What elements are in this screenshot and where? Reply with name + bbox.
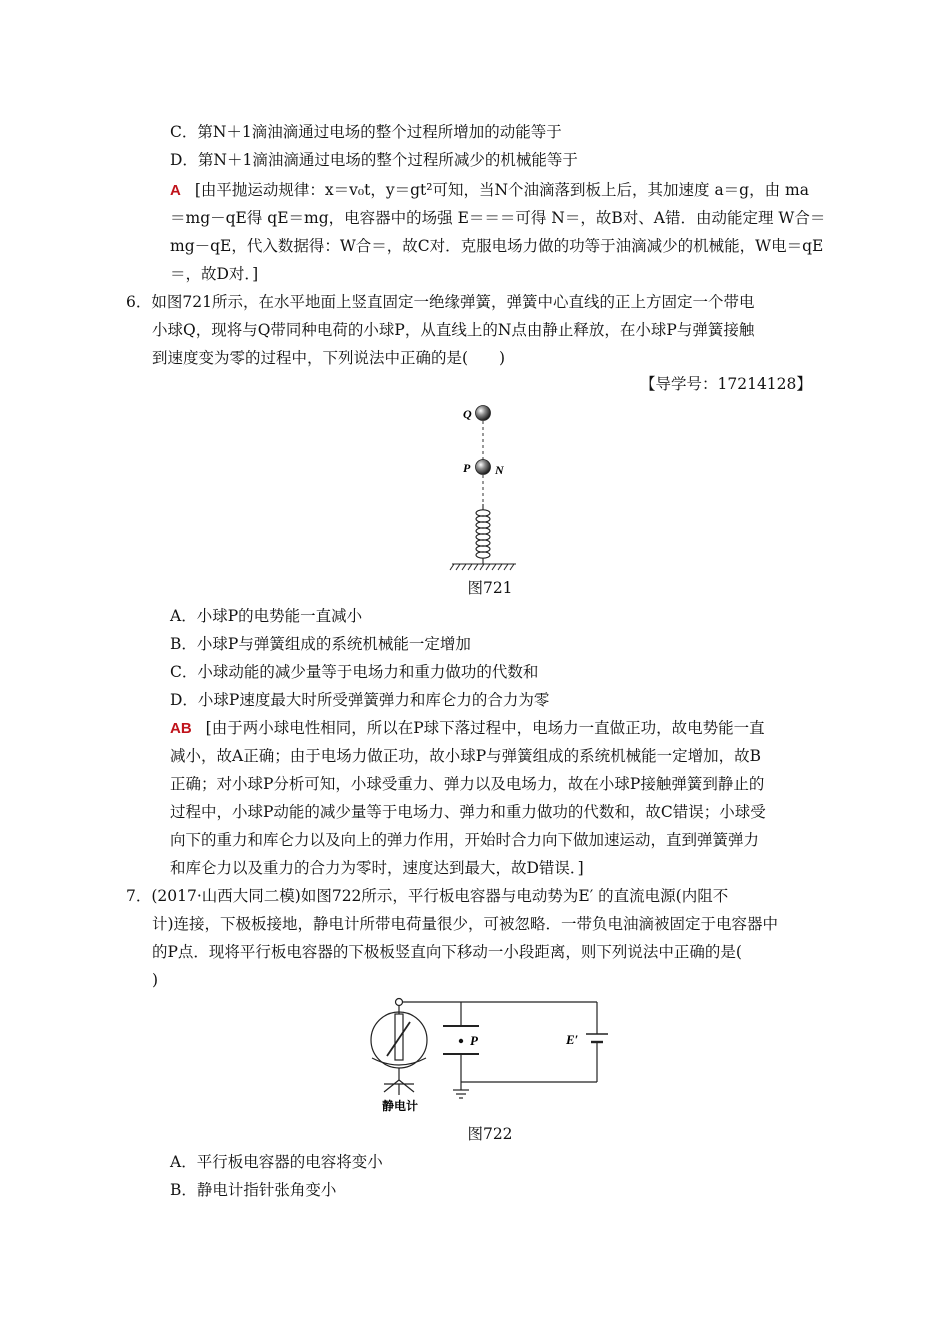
- q7-stem-line-3: 的P点．现将平行板电容器的下极板竖直向下移动一小段距离，则下列说法中正确的是(: [152, 943, 742, 961]
- electrometer-terminal: [396, 999, 403, 1006]
- q6-stem-line-1: 6．如图721所示，在水平地面上竖直固定一绝缘弹簧，弹簧中心直线的正上方固定一个带电: [126, 293, 755, 311]
- label-n: N: [495, 463, 504, 477]
- figure-722-caption: 图722: [467, 1125, 513, 1143]
- q5-answer-row: [170, 180, 809, 201]
- q5-explanation-line-2: ＝mg－qE得 qE＝mg，电容器中的场强 E＝＝＝可得 N＝，故B对、A错．由动能定理 W合＝: [170, 209, 826, 227]
- ball-p: [476, 460, 491, 475]
- q6-option-a: A．小球P的电势能一直减小: [170, 607, 363, 625]
- q6-answer-row: [170, 718, 765, 739]
- spring: [476, 504, 490, 564]
- figure-721-caption: 图721: [467, 579, 513, 597]
- q6-option-d: D．小球P速度最大时所受弹簧弹力和库仑力的合力为零: [170, 691, 550, 709]
- label-q: Q: [463, 407, 472, 421]
- label-point-p: P: [470, 1033, 478, 1048]
- q6-stem-line-2: 小球Q，现将与Q带同种电荷的小球P，从直线上的N点由静止释放，在小球P与弹簧接触: [152, 321, 755, 339]
- label-electrometer: 静电计: [382, 1099, 419, 1113]
- q7-stem-line-1: 7．(2017·山西大同二模)如图722所示，平行板电容器与电动势为E′ 的直流电源(内阻不: [126, 887, 729, 905]
- q6-explanation-line-1: [由于两小球电性相同，所以在P球下落过程中，电场力一直做正功，故电势能一直: [205, 719, 765, 737]
- q6-explanation-line-6: 和库仑力以及重力的合力为零时，速度达到最大，故D错误．]: [170, 859, 584, 877]
- q6-answer-label: AB: [170, 720, 192, 737]
- q6-explanation-line-4: 过程中，小球P动能的减少量等于电场力、弹力和重力做功的代数和，故C错误；小球受: [170, 803, 766, 821]
- electrometer: [371, 1006, 427, 1096]
- oil-drop-point: [459, 1039, 463, 1043]
- q5-option-d: D．第N＋1滴油滴通过电场的整个过程所减少的机械能等于: [170, 151, 578, 169]
- q5-answer-label: A: [170, 182, 181, 199]
- q5-explanation-line-3: mg－qE，代入数据得：W合＝，故C对．克服电场力做的功等于油滴减少的机械能，W电＝qE: [170, 237, 824, 255]
- q5-explanation-line-1: [由平抛运动规律：x＝v₀t，y＝gt²可知，当N个油滴落到板上后，其加速度 a＝g，由 ma: [194, 181, 809, 199]
- q6-guide-number: 【导学号：17214128】: [640, 375, 812, 393]
- q7-stem-line-4: ): [152, 971, 159, 989]
- ground-symbol: [453, 1082, 469, 1098]
- q6-explanation-line-2: 减小，故A正确；由于电场力做正功，故小球P与弹簧组成的系统机械能一定增加，故B: [170, 747, 762, 765]
- label-emf: E′: [566, 1032, 579, 1047]
- q5-explanation-line-4: ＝，故D对．]: [170, 265, 259, 283]
- q7-option-a: A．平行板电容器的电容将变小: [170, 1153, 383, 1171]
- ground: [450, 564, 516, 570]
- figure-721: [430, 396, 540, 576]
- q6-stem-line-3: 到速度变为零的过程中，下列说法中正确的是( ): [152, 349, 506, 367]
- q6-explanation-line-5: 向下的重力和库仑力以及向上的弹力作用，开始时合力向下做加速运动，直到弹簧弹力: [170, 831, 760, 849]
- ball-q: [476, 406, 491, 421]
- q5-option-c: C．第N＋1滴油滴通过电场的整个过程所增加的动能等于: [170, 123, 562, 141]
- q6-option-b: B．小球P与弹簧组成的系统机械能一定增加: [170, 635, 471, 653]
- label-p: P: [463, 461, 471, 475]
- q7-stem-line-2: 计)连接，下极板接地，静电计所带电荷量很少，可被忽略．一带负电油滴被固定于电容器中: [152, 915, 779, 933]
- q6-explanation-line-3: 正确；对小球P分析可知，小球受重力、弹力以及电场力，故在小球P接触弹簧到静止的: [170, 775, 765, 793]
- q7-option-b: B．静电计指针张角变小: [170, 1181, 337, 1199]
- q6-option-c: C．小球动能的减少量等于电场力和重力做功的代数和: [170, 663, 539, 681]
- figure-722: [360, 994, 610, 1118]
